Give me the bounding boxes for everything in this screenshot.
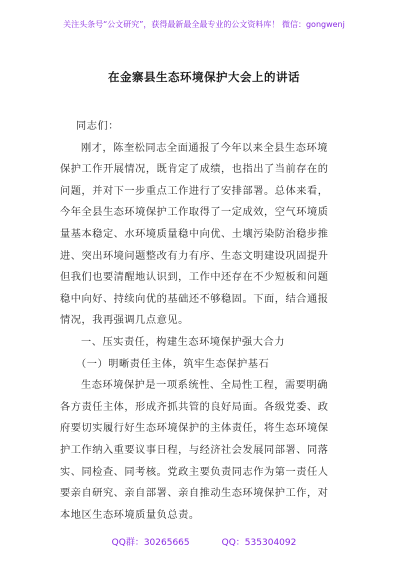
paragraph-line: 生态环境保护是一项系统性、全局性工程，需要明确	[81, 380, 328, 392]
section-heading: 一、压实责任，构建生态环境保护强大合力	[81, 336, 286, 348]
paragraph-line: 问题，并对下一步重点工作进行了安排部署。总体来看，	[60, 185, 329, 197]
document-body	[60, 116, 352, 526]
greeting: 同志们：	[76, 121, 119, 132]
document-title: 在金寨县生态环境保护大会上的讲话	[108, 70, 300, 84]
paragraph-line: 但我们也要清醒地认识到，工作中还存在不少短板和问题	[60, 272, 329, 284]
sub-heading: （一）明晰责任主体，筑牢生态保护基石	[76, 358, 270, 370]
paragraph-line: 进、突出环境问题整改有力有序、生态文明建设巩固提升	[60, 250, 329, 262]
paragraph-line: 量基本稳定、水环境质量稳中向优、土壤污染防治稳步推	[60, 228, 329, 240]
paragraph-line: 今年全县生态环境保护工作取得了一定成效，空气环境质	[60, 207, 329, 219]
paragraph-line: 情况，我再强调几点意见。	[60, 315, 189, 327]
footer-qq: QQ：535304092	[221, 538, 297, 548]
paragraph-line: 本地区生态环境质量负总责。	[60, 509, 200, 521]
paragraph-line: 要亲自研究、亲自部署、亲自推动生态环境保护工作，对	[60, 488, 329, 500]
paragraph-line: 各方责任主体，形成齐抓共管的良好局面。各级党委、政	[60, 401, 329, 413]
top-banner: 关注头条号“公文研究”，获得最新最全最专业的公文资料库！ 微信：gongwenj	[63, 20, 345, 29]
paragraph-line: 实、同检查、同考核。党政主要负责同志作为第一责任人	[60, 466, 329, 478]
paragraph-line: 府要切实履行好生态环境保护的主体责任，将生态环境保	[60, 423, 329, 435]
footer-qq-group: QQ群：30265665	[111, 538, 190, 548]
paragraph-line: 保护工作开展情况，既肯定了成绩，也指出了当前存在的	[60, 164, 329, 176]
paragraph-line: 刚才，陈奎松同志全面通报了今年以来全县生态环境	[81, 142, 328, 154]
paragraph-line: 护工作纳入重要议事日程，与经济社会发展同部署、同落	[60, 444, 329, 456]
footer-contact	[0, 538, 408, 549]
paragraph-line: 稳中向好、持续向优的基础还不够稳固。下面，结合通报	[60, 293, 329, 305]
